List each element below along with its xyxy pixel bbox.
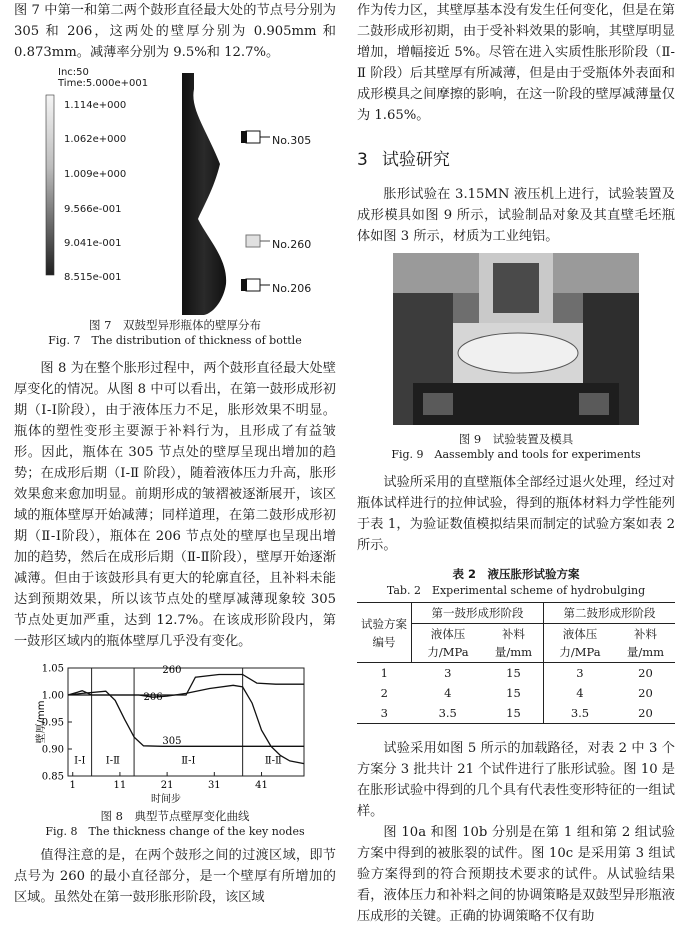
x-tick-label: 1	[69, 780, 76, 791]
paragraph: 试验所采用的直壁瓶体全部经过退火处理，经过对瓶体试样进行的拉伸试验，得到的瓶体材料力学性能列于表 1，为验证数值模拟结果而制定的试验方案如表 2 所示。	[357, 475, 675, 553]
x-tick-label: 31	[207, 780, 221, 791]
node-marker-206	[246, 279, 260, 291]
stage-label: Ⅰ-Ⅱ	[105, 755, 120, 767]
legend-color-bar	[46, 95, 54, 275]
node-label-206: No.206	[272, 282, 312, 295]
table-header-feed: 补料量/mm	[626, 627, 665, 659]
fig7-inc: Inc:50	[58, 67, 89, 78]
table-cell: 2	[380, 686, 388, 700]
left-column	[14, 0, 336, 908]
x-tick-label: 21	[160, 780, 174, 791]
stage-label: Ⅰ-Ⅰ	[74, 755, 86, 767]
x-tick-label: 11	[113, 780, 127, 791]
legend-value: 8.515e-001	[64, 272, 122, 283]
table-header-group2: 第二鼓形成形阶段	[543, 603, 675, 624]
table-cell: 20	[638, 666, 653, 680]
table-cell: 20	[638, 686, 653, 700]
series-line-206	[68, 685, 304, 763]
y-tick-label: 0.90	[41, 744, 64, 756]
table-cell: 3	[444, 666, 452, 680]
table-title-cn: 表 2 液压胀形试验方案	[452, 567, 580, 581]
paragraph: 试验采用如图 5 所示的加载路径，对表 2 中 3 个方案分 3 批共计 21 个试件进行了胀形试验。图 10 是在胀形试验中得到的几个具有代表性变形特征的一组试样。	[357, 741, 675, 819]
series-label-305: 305	[162, 736, 182, 748]
thickness-change-chart	[14, 660, 336, 806]
paragraph: 作为传力区，其壁厚基本没有发生任何变化，但是在第二鼓形成形初期，由于受补料效果的影响，其壁厚明显增加，增幅接近 5%。尽管在进入实质性胀形阶段（Ⅱ-Ⅱ 阶段）后其壁厚有所减薄，但是由于受瓶体外表面和成形模具之间摩擦的影响，在这一阶段的壁厚减薄量仅为 1.65%。	[357, 3, 675, 123]
table-cell: 15	[484, 703, 544, 724]
table-cell: 3.5	[570, 706, 590, 720]
fig7-time: Time:5.000e+001	[58, 78, 149, 89]
fig9-caption-cn: 图 9 试验装置及模具	[458, 432, 574, 446]
stage-label: Ⅱ-Ⅰ	[181, 755, 196, 767]
node-marker-260	[246, 235, 260, 247]
bottle-shape	[182, 73, 226, 315]
y-tick-label: 0.95	[41, 717, 64, 729]
x-tick-label: 41	[255, 780, 268, 791]
fig9-caption-en: Fig. 9 Aassembly and tools for experiments	[391, 448, 641, 461]
node-label-305: No.305	[272, 134, 312, 147]
table-cell: 1	[380, 666, 388, 680]
table-header-scheme: 试验方案编号	[357, 603, 412, 663]
legend-value: 1.114e+000	[64, 100, 127, 111]
apparatus-photo-graphic	[393, 253, 639, 425]
paragraph: 胀形试验在 3.15MN 液压机上进行，试验装置及成形模具如图 9 所示，试验制品对象及其直壁毛坯瓶体如图 3 所示，材质为工业纯铝。	[357, 187, 675, 244]
fig7-caption-cn: 图 7 双鼓型异形瓶体的壁厚分布	[89, 318, 261, 332]
y-tick-label: 1.00	[41, 690, 64, 702]
paragraph: 图 8 为在整个胀形过程中，两个鼓形直径最大处壁厚变化的情况。从图 8 中可以看出，在第一鼓形成形初期（Ⅰ-Ⅰ阶段），由于液体压力不足，胀形效果不明显。瓶体的塑性变形主要源于补料行为，且形成了有益皱形。因此，瓶体在 305 节点处的壁厚呈现出增加的趋势；在成形后期（Ⅰ-Ⅱ 阶段），随着液体压力升高，胀形效果愈来愈加明显。前期形成的皱褶被逐渐展开，该区域的瓶体壁厚开始减薄；同样道理，在第二鼓形成形初期（Ⅱ-Ⅰ阶段），瓶体在 206 节点处的壁厚也呈现出增加的趋势，然后在成形后期（Ⅱ-Ⅱ阶段），壁厚开始逐渐减薄。但由于该鼓形具有更大的轮廓直径，且补料未能达到预期效果，所以该节点处的壁厚减薄现象较 305 节点处更加严重，达到 12.7%。在该成形阶段内，第一鼓形区域内的瓶体壁厚几乎没有变化。	[14, 361, 336, 649]
paragraph: 图 10a 和图 10b 分别是在第 1 组和第 2 组试验方案中得到的被胀裂的试件。图 10c 是采用第 3 组试验方案得到的符合预期技术要求的试件。从试验结果看，液体压力和补料之间的协调策略是双鼓型异形瓶液压成形的关键。正确的协调策略不仅有助	[357, 825, 675, 924]
table-cell: 4	[444, 686, 452, 700]
legend-value: 1.062e+000	[64, 134, 127, 145]
table-cell: 3.5	[438, 706, 457, 720]
legend-value: 9.041e-001	[64, 238, 122, 249]
y-tick-label: 1.05	[41, 663, 64, 675]
right-column	[357, 0, 675, 927]
legend-value: 9.566e-001	[64, 204, 122, 215]
stage-label: Ⅱ-Ⅱ	[264, 755, 282, 767]
y-axis-label: 壁厚/mm	[36, 700, 47, 744]
node-label-260: No.260	[272, 238, 312, 251]
paragraph: 值得注意的是，在两个鼓形之间的过渡区域，即节点号为 260 的最小直径部分，是一个壁厚有所增加的区域。虽然处在第一鼓形胀形阶段，该区域	[14, 848, 336, 905]
fig8-caption-cn: 图 8 典型节点壁厚变化曲线	[100, 809, 250, 823]
series-line-305	[68, 691, 304, 746]
table-cell: 3	[380, 706, 388, 720]
table-header-pressure: 液体压力/MPa	[427, 627, 469, 659]
table-row	[357, 683, 675, 703]
series-label-206: 206	[143, 691, 163, 703]
table-cell: 15	[484, 683, 544, 703]
node-marker-305-fill	[241, 131, 247, 143]
node-marker-206-fill	[241, 279, 247, 291]
paragraph: 图 7 中第一和第二两个鼓形直径最大处的节点号分别为 305 和 206，这两处的壁厚分别为 0.905mm 和 0.873mm。减薄率分别为 9.5%和 12.7%。	[14, 3, 336, 60]
table-row	[357, 703, 675, 724]
figure-8	[14, 660, 336, 806]
section-title: 试验研究	[381, 150, 450, 170]
experiment-apparatus-photo	[393, 253, 639, 425]
series-label-260: 260	[162, 664, 182, 676]
table-row	[357, 663, 675, 684]
section-heading	[357, 148, 675, 172]
table-header-group1: 第一鼓形成形阶段	[412, 603, 544, 624]
y-tick-label: 0.85	[41, 771, 64, 783]
legend-value: 1.009e+000	[64, 169, 127, 180]
x-axis-label: 时间步	[151, 794, 181, 805]
figure-7	[14, 69, 336, 315]
table-cell: 4	[576, 686, 584, 700]
table-cell: 3	[576, 666, 584, 680]
section-number: 3	[357, 150, 368, 170]
table-header-feed: 补料量/mm	[484, 624, 544, 663]
table-cell: 20	[638, 706, 653, 720]
node-marker-305	[246, 131, 260, 143]
experiment-scheme-table	[357, 602, 675, 724]
table-header-pressure: 液体压力/MPa	[559, 627, 601, 659]
table-title-en: Tab. 2 Experimental scheme of hydrobulging	[386, 584, 646, 597]
table-cell: 15	[484, 663, 544, 684]
fig8-caption-en: Fig. 8 The thickness change of the key nodes	[45, 825, 305, 838]
fig7-caption-en: Fig. 7 The distribution of thickness of bottle	[48, 334, 302, 347]
